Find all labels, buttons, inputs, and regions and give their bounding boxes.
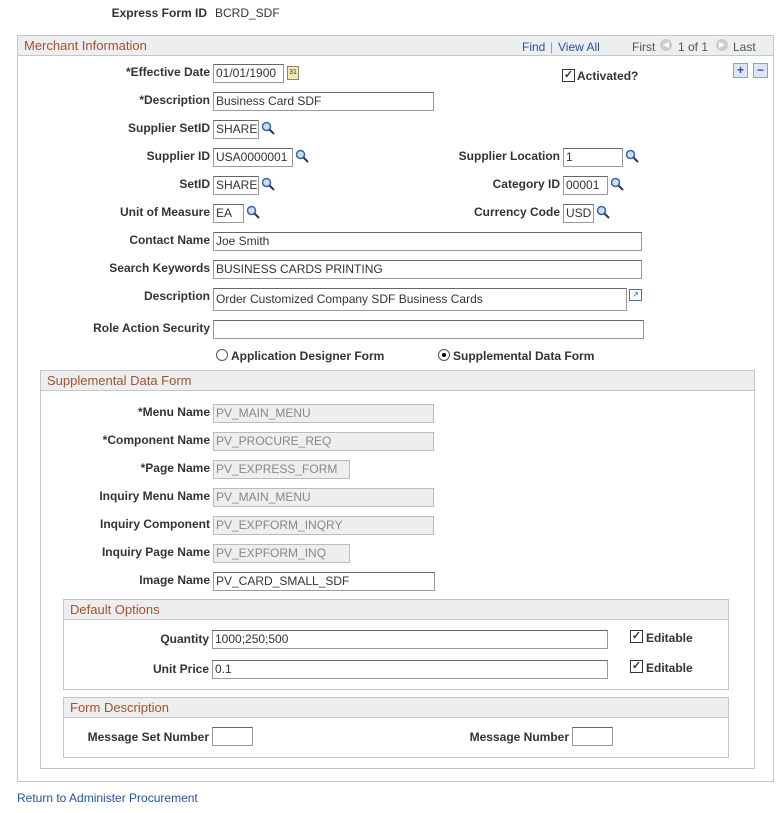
panel-title: Merchant Information — [24, 38, 147, 53]
uom-label: Unit of Measure — [119, 205, 210, 219]
panel-header — [64, 698, 728, 718]
search-keywords-label: Search Keywords — [109, 261, 210, 275]
inquiry-page-label: Inquiry Page Name — [101, 545, 210, 559]
effective-date-input[interactable]: 01/01/1900 — [213, 64, 284, 83]
separator: | — [550, 40, 554, 54]
menu-name-input: PV_MAIN_MENU — [213, 404, 434, 423]
setid-label: SetID — [179, 177, 210, 191]
sdf-label: Supplemental Data Form — [453, 349, 595, 363]
panel-title: Default Options — [70, 602, 160, 617]
add-row-icon[interactable]: + — [733, 63, 748, 78]
inquiry-menu-input: PV_MAIN_MENU — [213, 488, 434, 507]
page-name-label: *Page Name — [140, 461, 210, 475]
panel-header — [41, 371, 754, 391]
supplier-id-input[interactable]: USA0000001 — [213, 148, 293, 167]
lookup-icon[interactable] — [261, 177, 275, 191]
role-action-label: Role Action Security — [93, 321, 210, 335]
next-icon[interactable]: ▶ — [716, 39, 728, 51]
last-label[interactable]: Last — [733, 40, 756, 54]
message-number-label: Message Number — [469, 730, 569, 744]
image-name-input[interactable]: PV_CARD_SMALL_SDF — [213, 572, 435, 591]
lookup-icon[interactable] — [610, 177, 624, 191]
currency-code-input[interactable]: USD — [563, 204, 594, 223]
effective-date-label: *Effective Date — [125, 65, 210, 79]
category-id-input[interactable]: 00001 — [563, 176, 608, 195]
panel-title: Supplemental Data Form — [47, 373, 192, 388]
panel-title: Form Description — [70, 700, 169, 715]
previous-icon[interactable]: ◀ — [660, 39, 672, 51]
panel-header — [64, 600, 728, 620]
setid-input[interactable]: SHARE — [213, 176, 259, 195]
supplier-location-input[interactable]: 1 — [563, 148, 623, 167]
inquiry-component-input: PV_EXPFORM_INQRY — [213, 516, 434, 535]
delete-row-icon[interactable]: − — [753, 63, 768, 78]
currency-code-label: Currency Code — [473, 205, 560, 219]
contact-name-input[interactable]: Joe Smith — [213, 232, 642, 251]
form-description-panel — [63, 697, 729, 758]
supplier-setid-label: Supplier SetID — [127, 121, 210, 135]
editable-label: Editable — [646, 661, 693, 675]
find-link[interactable]: Find — [522, 40, 546, 54]
express-form-id: BCRD_SDF — [215, 6, 280, 20]
supplier-location-label: Supplier Location — [458, 149, 560, 163]
message-number-input[interactable] — [572, 727, 613, 746]
inquiry-page-input: PV_EXPFORM_INQ — [213, 544, 350, 563]
return-link[interactable]: Return to Administer Procurement — [17, 791, 198, 805]
long-description-textarea[interactable]: Order Customized Company SDF Business Cards — [213, 288, 627, 311]
quantity-label: Quantity — [160, 632, 209, 646]
message-set-label: Message Set Number — [87, 730, 209, 744]
editable-label: Editable — [646, 631, 693, 645]
component-name-label: *Component Name — [102, 433, 210, 447]
express-form-id-label: Express Form ID — [111, 6, 207, 20]
activated-checkbox[interactable]: ✓ — [563, 69, 574, 81]
activated-label: Activated? — [577, 69, 639, 83]
long-description-label: Description — [143, 289, 210, 303]
quantity-editable-checkbox[interactable]: ✓ — [631, 630, 642, 642]
description-label: *Description — [139, 93, 210, 107]
description-input[interactable]: Business Card SDF — [213, 92, 434, 111]
inquiry-menu-label: Inquiry Menu Name — [99, 489, 210, 503]
image-name-label: Image Name — [139, 573, 210, 587]
menu-name-label: *Menu Name — [137, 405, 210, 419]
supplier-id-label: Supplier ID — [146, 149, 210, 163]
supplier-setid-input[interactable]: SHARE — [213, 120, 259, 139]
calendar-icon[interactable]: 31 — [287, 66, 299, 80]
app-designer-label: Application Designer Form — [231, 349, 385, 363]
page-name-input: PV_EXPRESS_FORM — [213, 460, 350, 479]
unit-price-label: Unit Price — [152, 662, 209, 676]
search-keywords-input[interactable]: BUSINESS CARDS PRINTING — [213, 260, 642, 279]
view-all-link[interactable]: View All — [558, 40, 600, 54]
lookup-icon[interactable] — [246, 205, 260, 219]
lookup-icon[interactable] — [596, 205, 610, 219]
component-name-input: PV_PROCURE_REQ — [213, 432, 434, 451]
message-set-input[interactable] — [212, 727, 253, 746]
contact-name-label: Contact Name — [129, 233, 210, 247]
role-action-input[interactable] — [213, 320, 644, 339]
category-id-label: Category ID — [492, 177, 560, 191]
lookup-icon[interactable] — [625, 149, 639, 163]
lookup-icon[interactable] — [295, 149, 309, 163]
expand-icon[interactable]: ↗ — [629, 289, 642, 301]
sdf-radio[interactable] — [438, 349, 450, 361]
pager-count: 1 of 1 — [678, 40, 709, 54]
panel-header — [18, 36, 773, 56]
lookup-icon[interactable] — [261, 121, 275, 135]
uom-input[interactable]: EA — [213, 204, 244, 223]
price-editable-checkbox[interactable]: ✓ — [631, 660, 642, 672]
app-designer-radio[interactable] — [216, 349, 228, 361]
inquiry-component-label: Inquiry Component — [100, 517, 210, 531]
first-label[interactable]: First — [632, 40, 656, 54]
quantity-input[interactable]: 1000;250;500 — [212, 630, 608, 649]
unit-price-input[interactable]: 0.1 — [212, 660, 608, 679]
